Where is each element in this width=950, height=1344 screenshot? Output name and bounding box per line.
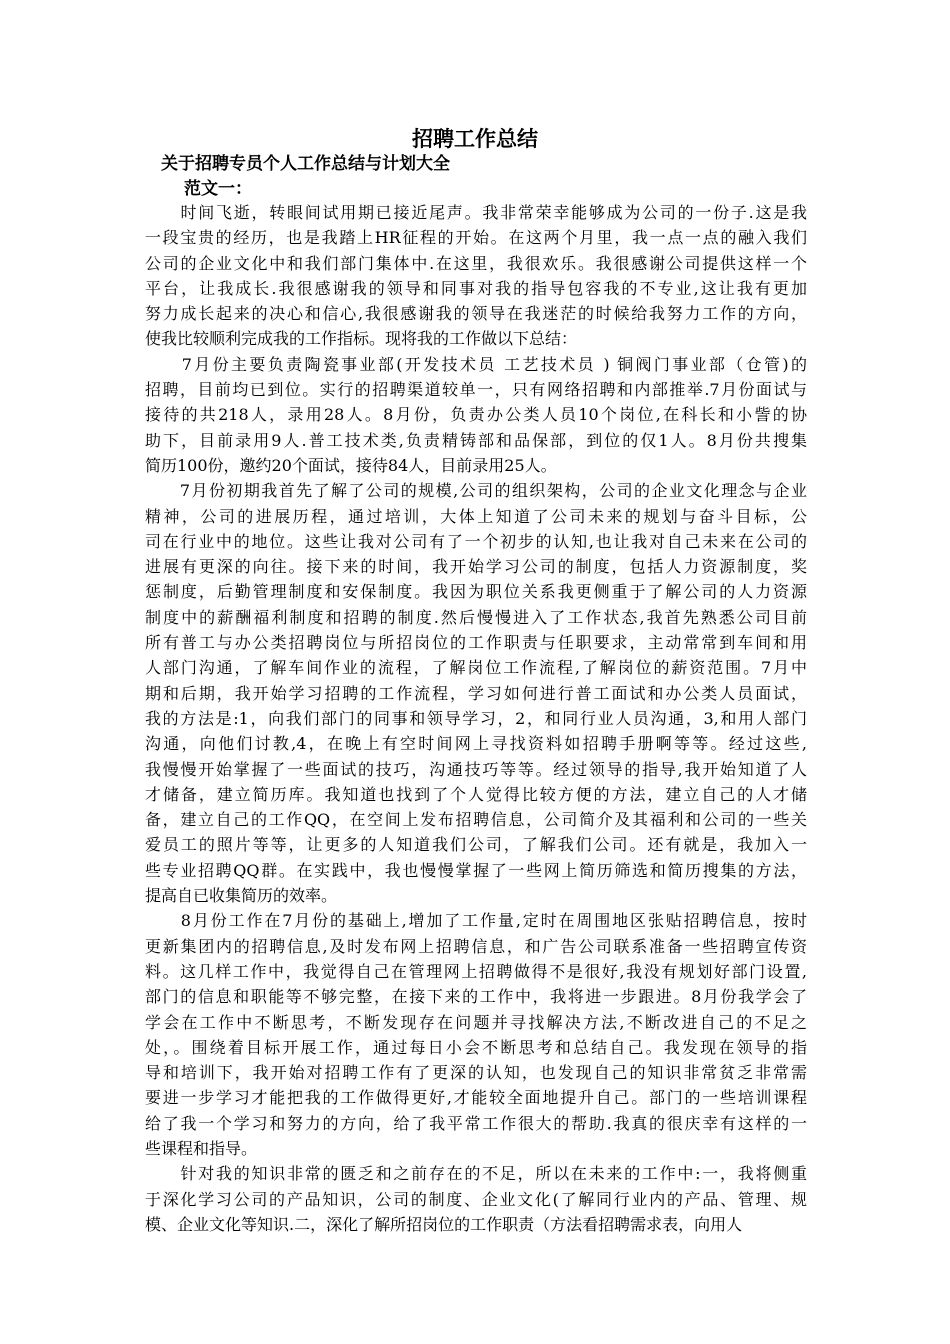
paragraph-line: 沟通，向他们讨教,4，在晚上有空时间网上寻找资料如招聘手册啊等等。经过这些, [145, 734, 807, 754]
paragraph-line: 人部门沟通，了解车间作业的流程，了解岗位工作流程,了解岗位的薪资范围。7月中 [145, 658, 807, 678]
paragraph-line: 才储备，建立简历库。我知道也找到了个人觉得比较方便的方法，建立自己的人才储 [145, 784, 807, 804]
body-text [145, 200, 807, 1237]
paragraph-line: 时间飞逝，转眼间试用期已接近尾声。我非常荣幸能够成为公司的一份子.这是我 [145, 203, 807, 222]
paragraph-line: 些专业招聘QQ群。在实践中，我也慢慢掌握了一些网上简历筛选和简历搜集的方法， [145, 860, 807, 880]
paragraph-line: 使我比较顺利完成我的工作指标。现将我的工作做以下总结： [145, 329, 578, 349]
document-title: 招聘工作总结 [412, 126, 538, 151]
paragraph-line: 些课程和指导。 [145, 1138, 258, 1158]
paragraph-line: 我的方法是:1，向我们部门的同事和领导学习，2，和同行业人员沟通，3,和用人部门 [145, 708, 807, 728]
paragraph-line: 所有普工与办公类招聘岗位与所招岗位的工作职责与任职要求，主动常常到车间和用 [145, 633, 807, 653]
paragraph-line: 进展有更深的向往。接下来的时间，我开始学习公司的制度，包括人力资源制度，奖 [145, 557, 807, 577]
paragraph-line: 学会在工作中不断思考，不断发现存在问题并寻找解决方法,不断改进自己的不足之 [145, 1012, 807, 1032]
paragraph-line: 惩制度，后勤管理制度和安保制度。我因为职位关系我更侧重于了解公司的人力资源 [145, 582, 807, 602]
paragraph-line: 助下，目前录用9人.普工技术类,负责精铸部和品保部，到位的仅1人。8月份共搜集 [145, 430, 807, 450]
paragraph-line: 努力成长起来的决心和信心,我很感谢我的领导在我迷茫的时候给我努力工作的方向， [145, 304, 807, 324]
paragraph-line: 给了我一个学习和努力的方向，给了我平常工作很大的帮助.我真的很庆幸有这样的一 [145, 1113, 807, 1133]
paragraph-line: 于深化学习公司的产品知识，公司的制度、企业文化(了解同行业内的产品、管理、规 [145, 1189, 807, 1209]
paragraph-line: 料。这几样工作中，我觉得自己在管理网上招聘做得不是很好,我没有规划好部门设置, [145, 961, 807, 981]
paragraph-line: 7月份主要负责陶瓷事业部(开发技术员 工艺技术员 ) 铜阀门事业部（仓管)的 [145, 354, 807, 374]
paragraph-line: 平台，让我成长.我很感谢我的领导和同事对我的指导包容我的不专业,这让我有更加 [145, 278, 807, 298]
paragraph-line: 一段宝贵的经历，也是我踏上HR征程的开始。在这两个月里，我一点一点的融入我们 [145, 228, 807, 248]
paragraph [145, 200, 807, 352]
paragraph [145, 1161, 807, 1237]
paragraph-line: 公司的企业文化中和我们部门集体中.在这里，我很欢乐。我很感谢公司提供这样一个 [145, 253, 807, 273]
paragraph [145, 352, 807, 478]
paragraph-line: 导和培训下，我开始对招聘工作有了更深的认知，也发现自己的知识非常贫乏非常需 [145, 1063, 807, 1083]
paragraph-line: 模、企业文化等知识.二，深化了解所招岗位的工作职责（方法看招聘需求表，向用人 [145, 1214, 743, 1234]
paragraph-line: 8月份工作在7月份的基础上,增加了工作量,定时在周围地区张贴招聘信息，按时 [145, 911, 807, 931]
paragraph [145, 908, 807, 1161]
paragraph-line: 处，。围绕着目标开展工作，通过每日小会不断思考和总结自己。我发现在领导的指 [145, 1037, 807, 1057]
paragraph-line: 提高自已收集简历的效率。 [145, 886, 338, 906]
paragraph-line: 爱员工的照片等等，让更多的人知道我们公司，了解我们公司。还有就是，我加入一 [145, 835, 807, 855]
paragraph-line: 招聘，目前均已到位。实行的招聘渠道较单一，只有网络招聘和内部推举.7月份面试与 [145, 380, 807, 400]
paragraph-line: 要进一步学习才能把我的工作做得更好,才能较全面地提升自己。部门的一些培训课程 [145, 1088, 807, 1108]
paragraph-line: 备，建立自己的工作QQ，在空间上发布招聘信息，公司简介及其福利和公司的一些关 [145, 810, 807, 830]
paragraph-line: 我慢慢开始掌握了一些面试的技巧，沟通技巧等等。经过领导的指导,我开始知道了人 [145, 759, 807, 779]
paragraph-line: 7月份初期我首先了解了公司的规模,公司的组织架构，公司的企业文化理念与企业 [145, 481, 807, 501]
paragraph-line: 接待的共218人，录用28人。8月份，负责办公类人员10个岗位,在科长和小訾的协 [145, 405, 807, 425]
paragraph-line: 精神，公司的进展历程，通过培训，大体上知道了公司未来的规划与奋斗目标，公 [145, 506, 807, 526]
section-label: 范文一： [184, 179, 252, 199]
paragraph-line: 更新集团内的招聘信息,及时发布网上招聘信息，和广告公司联系准备一些招聘宣传资 [145, 936, 807, 956]
paragraph-line: 简历100份，邀约20个面试，接待84人，目前录用25人。 [145, 455, 557, 475]
paragraph-line: 部门的信息和职能等不够完整，在接下来的工作中，我将进一步跟进。8月份我学会了 [145, 987, 807, 1007]
paragraph [145, 478, 807, 908]
document-subtitle: 关于招聘专员个人工作总结与计划大全 [161, 154, 450, 174]
paragraph-line: 司在行业中的地位。这些让我对公司有了一个初步的认知,也让我对自己未来在公司的 [145, 531, 807, 551]
paragraph-line: 针对我的知识非常的匮乏和之前存在的不足，所以在未来的工作中:一，我将侧重 [145, 1164, 807, 1184]
paragraph-line: 期和后期，我开始学习招聘的工作流程，学习如何进行普工面试和办公类人员面试， [145, 683, 807, 703]
paragraph-line: 制度中的薪酬福利制度和招聘的制度.然后慢慢进入了工作状态,我首先熟悉公司目前 [145, 607, 807, 627]
